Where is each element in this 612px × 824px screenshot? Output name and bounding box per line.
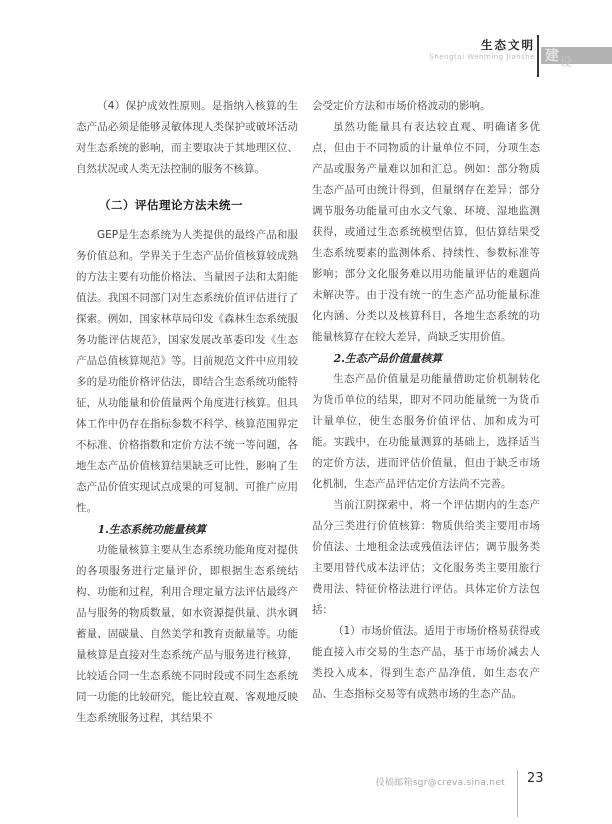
paragraph: 功能量核算主要从生态系统功能角度对提供的各项服务进行定量评价，即根据生态系统结构、功能和过程，利用合理定量方法评估最终产品与服务的物质数量，如水资源提供量、洪水调蓄量、固碳量、自然美学和教育贡献量等。功能量核算是直接对生态系统产品与服务进行核算，比较适合同一生态系统不同时段或不同生态系统同一功能的比较研究，能比较直观、客观地反映生态系统服务过程，其结果不 — [76, 544, 298, 724]
paragraph: 当前江阴探索中，将一个评估期内的生态产品分三类进行价值核算：物质供给类主要用市场价值法、土地租金法或残值法评估；调节服务类主要用替代成本法评估；文化服务类主要用旅行费用法、特征价格法进行评估。具体定价方法包括： — [312, 499, 540, 616]
paragraph: 虽然功能量具有表达较直观、明确诸多优点，但由于不同物质的计量单位不同，分项生态产品或服务产量难以加和汇总。例如：部分物质生态产品可由统计得到，但量纲存在差异；部分调节服务功能量可由水文气象、环境、湿地监测获得，或通过生态系统模型估算，但估算结果受生态系统要素的监测体系、持续性、参数标准等影响；部分文化服务难以用功能量评估的难题尚未解决等。由于没有统一的生态产品功能量标准化内涵、分类以及核算科目，各地生态系统的功能量核算存在较大差异，尚缺乏实用价值。 — [312, 121, 540, 343]
sub-heading: 1.生态系统功能量核算 — [97, 523, 207, 536]
paragraph: GEP是生态系统为人类提供的最终产品和服务价值总和。学界关于生态产品价值核算较成熟的方法主要有功能价格法、当量因子法和太阳能值法。我国不同部门对生态系统价值评估进行了探索。例如，国家林草局印发《森林生态系统服务功能评估规范》，国家发展改革委印发《生态产品总值核算规范》等。目前规范文件中应用较多的是功能价格评估法，即结合生态系统功能特征，从功能量和价值量两个角度进行核算。但具体工作中仍存在指标参数不科学、核算范围界定不标准、价格指数和定价方法不统一等问题，各地生态产品价值核算结果缺乏可比性，影响了生态产品价值实现试点成果的可复制、可推广应用性。 — [76, 229, 298, 514]
section-band — [541, 47, 612, 69]
submission-email: 投稿邮箱sgr@creva.sina.net — [375, 778, 505, 788]
journal-pinyin: Shengtai Wenming Jianshe — [429, 52, 535, 61]
paragraph-continuation: 会受定价方法和市场价格波动的影响。 — [312, 100, 491, 112]
section-band-char-2: 设 — [560, 55, 573, 69]
section-band-char-1: 建 — [545, 48, 559, 64]
footer-divider-line — [517, 770, 518, 817]
right-column — [312, 96, 540, 705]
page-header — [429, 39, 535, 61]
paragraph: （1）市场价值法。适用于市场价格易获得或能直接入市交易的生态产品，基于市场价减去人类投入成本，得到生态产品净值，如生态农产品、生态指标交易等有成熟市场的生态产品。 — [312, 625, 540, 700]
sub-heading: 2.生态产品价值量核算 — [333, 352, 443, 365]
paragraph: （4）保护成效性原则。是指纳入核算的生态产品必须是能够灵敏体现人类保护或破坏活动对生态系统的影响，而主要取决于其地理区位、自然状况或人类无法控制的服务不核算。 — [76, 100, 298, 175]
left-column — [76, 96, 298, 729]
paragraph: 生态产品价值量是功能量借助定价机制转化为货币单位的结果，即对不同功能量统一为货币计量单位，使生态服务价值评估、加和成为可能。实践中，在功能量测算的基础上，选择适当的定价方法，进而评估价值量，但由于缺乏市场化机制，生态产品评估定价方法尚不完善。 — [312, 373, 540, 490]
page-number: 23 — [527, 771, 544, 786]
section-heading: （二）评估理论方法未统一 — [99, 198, 243, 212]
header-divider-line — [537, 35, 539, 77]
journal-title: 生态文明 — [481, 38, 535, 52]
